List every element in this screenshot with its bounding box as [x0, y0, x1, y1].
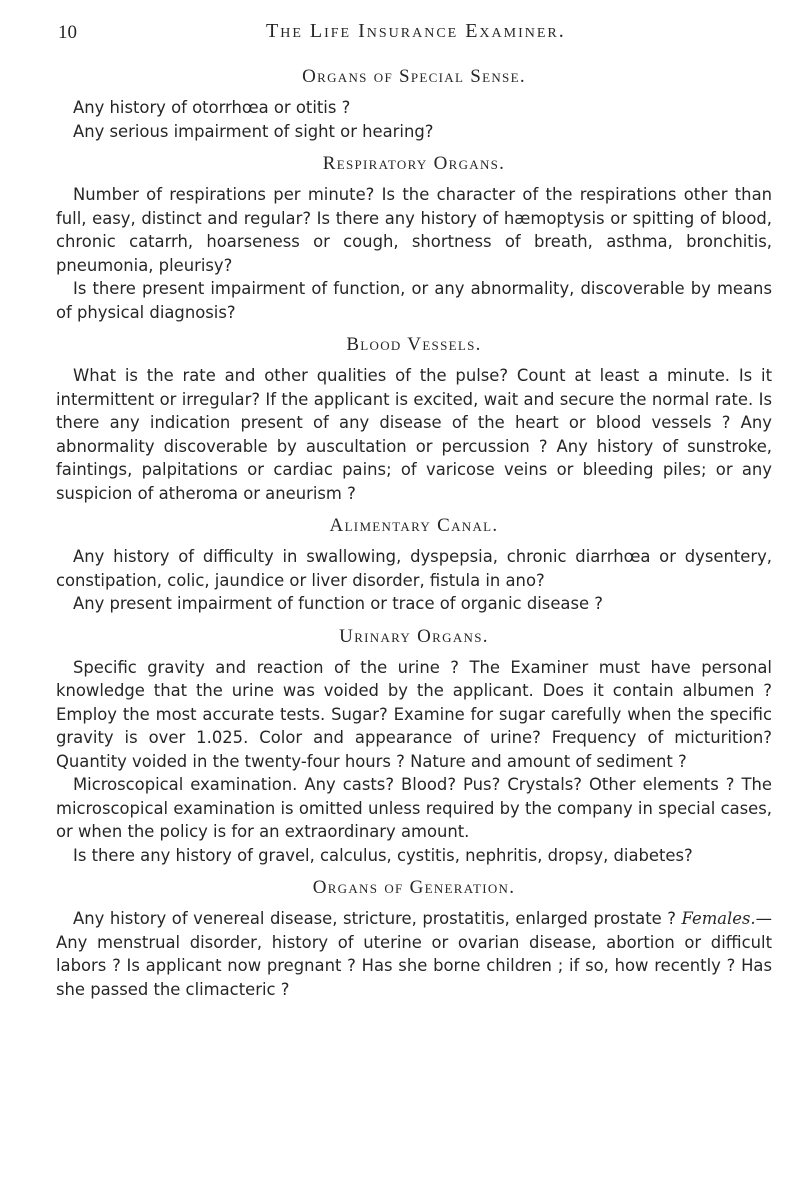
running-title: The Life Insurance Examiner. — [266, 20, 566, 42]
section-heading: Alimentary Canal. — [329, 515, 499, 536]
paragraph: Is there present impairment of function, or any abnormality, discoverable by means of physical diagnosis? — [56, 279, 772, 322]
section-alimentary-canal — [56, 515, 772, 616]
section-heading: Urinary Organs. — [339, 625, 489, 647]
running-head — [56, 18, 772, 48]
paragraph-text: Any history of venereal disease, stricture, prostatitis, enlarged prostate ? — [73, 909, 676, 928]
paragraph: Any present impairment of function or trace of organic disease ? — [73, 594, 603, 613]
paragraph — [56, 907, 772, 1001]
book-page — [56, 18, 772, 1001]
section-organs-of-generation — [56, 877, 772, 1001]
paragraph: Microscopical examination. Any casts? Blood? Pus? Crystals? Other elements ? The microscopical examination is omitted unless required by the company in special cases, or when the policy is for an extraordinary amount. — [56, 775, 772, 841]
paragraph: What is the rate and other qualities of the pulse? Count at least a minute. Is it intermittent or irregular? If the applicant is excited, wait and secure the normal rate. Is there any indication present of any disease of the heart or blood vessels ? Any abnormality discoverable by auscultation or percussion ? Any history of sunstroke, faintings, palpitations or cardiac pains; of varicose veins or bleeding piles; or any suspicion of atheroma or aneurism ? — [56, 366, 772, 503]
section-special-sense — [56, 66, 772, 143]
section-heading: Respiratory Organs. — [322, 153, 506, 174]
section-heading: Blood Vessels. — [346, 334, 482, 355]
section-heading: Organs of Generation. — [312, 877, 516, 898]
section-heading: Organs of Special Sense. — [302, 66, 526, 87]
paragraph: Number of respirations per minute? Is the character of the respirations other than full, easy, distinct and regular? Is there any history of hæmoptysis or spitting of blood, chronic catarrh, hoarseness or cough, shortness of breath, asthma, bronchitis, pneumonia, pleurisy? — [56, 185, 772, 275]
section-respiratory-organs — [56, 153, 772, 324]
paragraph: Is there any history of gravel, calculus, cystitis, nephritis, dropsy, diabetes? — [73, 845, 693, 865]
section-urinary-organs — [56, 626, 772, 868]
paragraph-text: —Any menstrual disorder, history of uterine or ovarian disease, abortion or difficult labors ? Is applicant now pregnant ? Has she borne children ; if so, how recently ? Has she passed the climacteric ? — [56, 909, 772, 999]
section-blood-vessels — [56, 334, 772, 505]
females-label: Females. — [681, 909, 756, 928]
paragraph: Any history of difficulty in swallowing, dyspepsia, chronic diarrhœa or dysentery, constipation, colic, jaundice or liver disorder, fistula in ano? — [56, 547, 772, 590]
paragraph: Any serious impairment of sight or hearing? — [73, 121, 434, 141]
paragraph: Specific gravity and reaction of the urine ? The Examiner must have personal knowledge that the urine was voided by the applicant. Does it contain albumen ? Employ the most accurate tests. Sugar? Examine for sugar carefully when the specific gravity is over 1.025. Color and appearance of urine? Frequency of micturition? Quantity voided in the twenty-four hours ? Nature and amount of sediment ? — [56, 657, 772, 771]
page-number: 10 — [58, 22, 77, 43]
paragraph: Any history of otorrhœa or otitis ? — [73, 98, 351, 117]
